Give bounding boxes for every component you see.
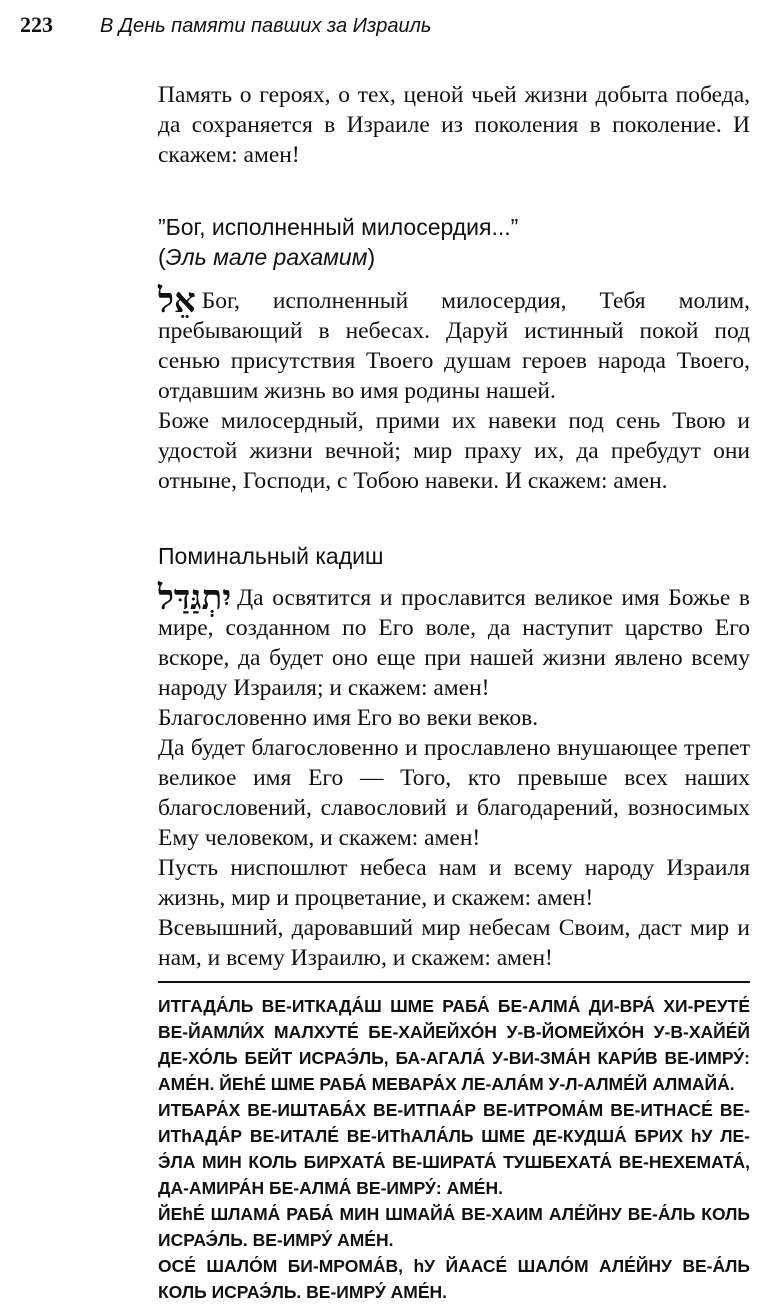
- el-male-section: [158, 212, 750, 496]
- running-title: В День памяти павших за Израиль: [100, 15, 432, 37]
- intro-paragraph: Память о героях, о тех, ценой чьей жизни добыта победа, да сохраняется в Израиле из поколения в поколение. И скажем: амен!: [158, 82, 750, 168]
- transliteration-paragraph: ЙЕhЕ́ ШЛАМА́ РАБА́ МИН ШМАЙА́ ВЕ-ХАИМ АЛЕ́ЙНУ ВЕ-А́ЛЬ КОЛЬ ИСРАЭ́ЛЬ. ВЕ-ИМРУ́ АМЕ́Н.: [158, 1204, 750, 1250]
- running-header: [20, 12, 745, 38]
- kaddish-paragraph: יִתְגַּדַּל Да освятится и прославится великое имя Божье в мире, созданном по Его воле, да наступит царство Его вскоре, да будет оно еще при нашей жизни явлено всему народу Израиля; и скажем: амен!: [158, 578, 750, 701]
- page-number: 223: [20, 12, 53, 37]
- hebrew-initial-yitgadal: יִתְגַּדַּל: [158, 578, 232, 618]
- el-male-subtitle-text: Эль мале рахамим: [165, 244, 368, 270]
- kaddish-paragraph: Всевышний, даровавший мир небесам Своим, даст мир и нам, и всему Израилю, и скажем: амен!: [158, 915, 750, 971]
- transliteration-block: [158, 993, 750, 1305]
- kaddish-paragraph: Благословенно имя Его во веки веков.: [158, 705, 539, 731]
- hebrew-initial-el: אֵל: [158, 281, 196, 321]
- el-male-paragraph-2: Боже милосердный, прими их навеки под сень Твою и удостой жизни вечной; мир праху их, да пребудут они отныне, Господи, с Тобою навеки. И скажем: амен.: [158, 408, 750, 494]
- section-divider: [158, 981, 750, 983]
- page-body: [158, 80, 750, 1305]
- kaddish-paragraph: Да будет благословенно и прославлено внушающее трепет великое имя Его — Того, кто превыше всех наших благословений, славословий и благодарений, возносимых Ему человеком, и скажем: амен!: [158, 735, 750, 851]
- transliteration-paragraph: ИТБАРА́Х ВЕ-ИШТАБА́Х ВЕ-ИТПАА́Р ВЕ-ИТРОМА́М ВЕ-ИТНАСЕ́ ВЕ-ИТhАДА́Р ВЕ-ИТАЛЕ́ ВЕ-ИТhАЛА́ЛЬ ШМЕ ДЕ-КУДША́ БРИХ hУ ЛЕ-Э́ЛА МИН КОЛЬ БИРХАТА́ ВЕ-ШИРАТА́ ТУШБЕХАТА́ ВЕ-НЕХЕМАТА́, ДА-АМИРА́Н БЕ-АЛМА́ ВЕ-ИМРУ́: АМЕ́Н.: [158, 1100, 750, 1198]
- transliteration-paragraph: ОСЕ́ ШАЛО́М БИ-МРОМА́В, hУ ЙААСЕ́ ШАЛО́М АЛЕ́ЙНУ ВЕ-А́ЛЬ КОЛЬ ИСРАЭ́ЛЬ. ВЕ-ИМРУ́ АМЕ́Н.: [158, 1256, 750, 1302]
- transliteration-paragraph: ИТГАДА́ЛЬ ВЕ-ИТКАДА́Ш ШМЕ РАБА́ БЕ-АЛМА́ ДИ-ВРА́ ХИ-РЕУТЕ́ ВЕ-ЙАМЛИ́Х МАЛХУТЕ́ БЕ-ХАЙЕЙХО́Н У-В-ЙОМЕЙХО́Н У-В-ХАЙЕ́Й ДЕ-ХО́ЛЬ БЕЙТ ИСРАЭ́ЛЬ, БА-АГАЛА́ У-ВИ-ЗМА́Н КАРИ́В ВЕ-ИМРУ́: АМЕ́Н. ЙЕhЕ́ ШМЕ РАБА́ МЕВАРА́Х ЛЕ-АЛА́М У-Л-АЛМЕ́Й АЛМАЙА́.: [158, 996, 750, 1094]
- kaddish-section: [158, 541, 750, 973]
- el-male-subtitle: (Эль мале рахамим): [158, 244, 376, 270]
- el-male-title: ”Бог, исполненный милосердия...”: [158, 214, 519, 240]
- el-male-paragraph-1: אֵל Бог, исполненный милосердия, Тебя молим, пребывающий в небесах. Даруй истинный покой под сенью присутствия Твоего душам героев народа Твоего, отдавшим жизнь во имя родины нашей.: [158, 281, 750, 404]
- kaddish-paragraph: Пусть ниспошлют небеса нам и всему народу Израиля жизнь, мир и процветание, и скажем: амен!: [158, 855, 750, 911]
- kaddish-title: Поминальный кадиш: [158, 543, 384, 569]
